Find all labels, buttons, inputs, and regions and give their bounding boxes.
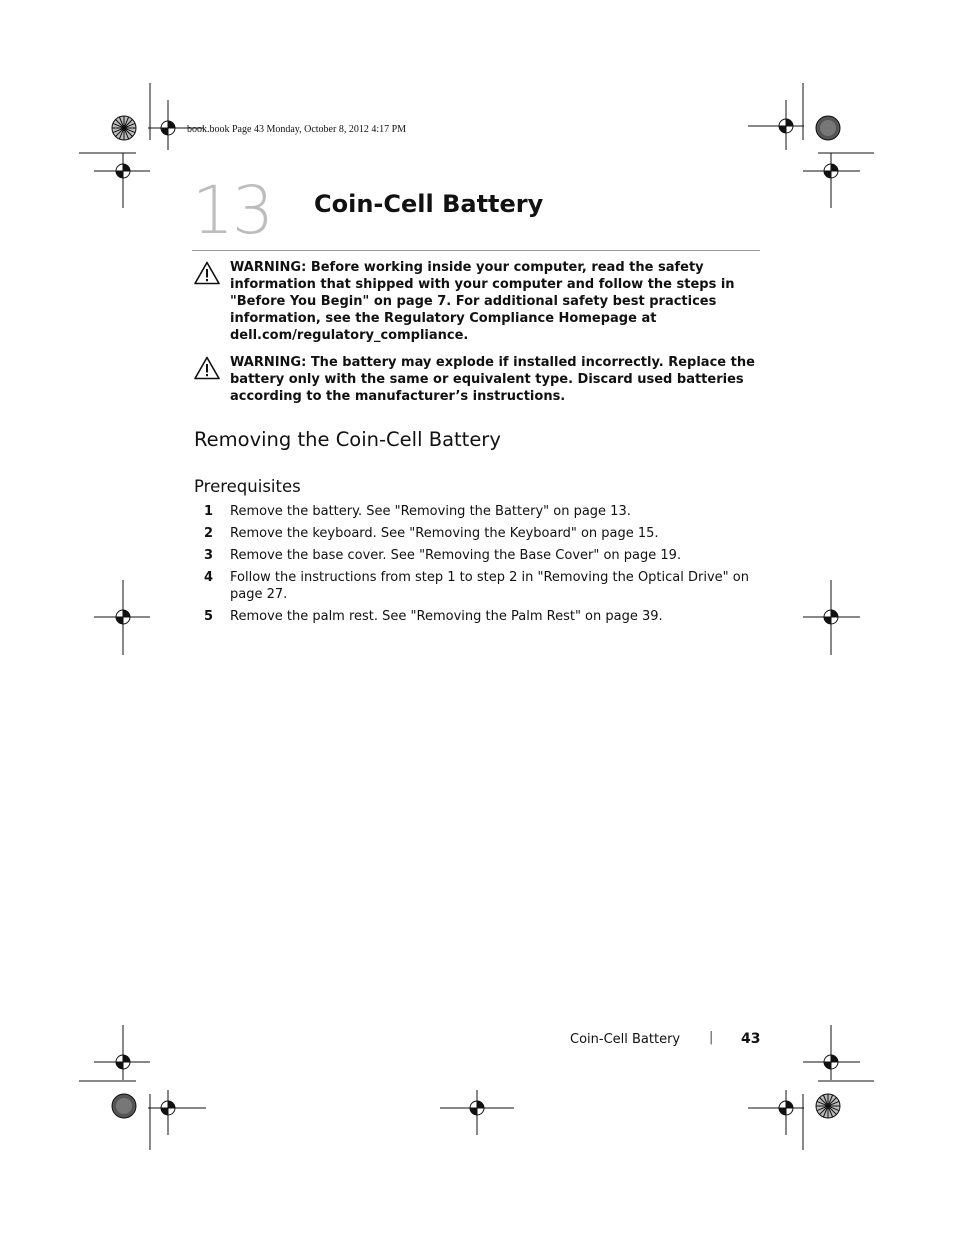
step-number: 2 [204,526,214,541]
step-text: Remove the base cover. See "Removing the Base Cover" on page 19. [230,548,682,563]
step-number: 5 [204,609,214,624]
registration-mark [464,1095,490,1121]
subsection-heading: Prerequisites [194,477,301,496]
registration-mark [110,604,136,630]
registration-mark [110,158,136,184]
registration-mark [818,1049,844,1075]
step-text: Remove the keyboard. See "Removing the Keyboard" on page 15. [230,526,659,541]
registration-mark [155,1095,181,1121]
registration-mark [155,115,181,141]
step-text: Remove the battery. See "Removing the Battery" on page 13. [230,504,631,519]
registration-mark [818,158,844,184]
chapter-number: 13 [192,172,272,249]
registration-mark [773,113,799,139]
registration-mark [110,1049,136,1075]
title-divider [192,250,760,251]
print-slug: book.book Page 43 Monday, October 8, 2012 4:17 PM [187,124,407,135]
step-number: 3 [204,548,214,563]
warning-text: WARNING: The battery may explode if installed incorrectly. Replace the battery only with the same or equivalent type. Discard used batteries according to the manufacturer’s instructions. [230,355,755,404]
warning-callout [194,354,760,408]
step-number: 4 [204,570,214,585]
step-number: 1 [204,504,214,519]
warning-triangle-icon [194,356,220,380]
star-target-icon [112,116,136,140]
chapter-title: Coin-Cell Battery [314,190,544,218]
warning-triangle-icon [194,261,220,285]
page-number: 43 [741,1031,761,1047]
registration-mark [773,1095,799,1121]
dot-target-icon [816,116,840,140]
footer-separator: | [709,1030,714,1045]
star-target-icon [816,1094,840,1118]
step-text: Follow the instructions from step 1 to step 2 in "Removing the Optical Drive" on page 27. [230,570,749,602]
step-text: Remove the palm rest. See "Removing the Palm Rest" on page 39. [230,609,663,624]
registration-mark [818,604,844,630]
section-heading: Removing the Coin-Cell Battery [194,428,501,451]
warning-callout [194,259,760,347]
footer-chapter-label: Coin-Cell Battery [570,1032,681,1047]
dot-target-icon [112,1094,136,1118]
warning-text: WARNING: Before working inside your computer, read the safety information that shipped with your computer and follow the steps in "Before You Begin" on page 7. For additional safety best practices information, see the Regulatory Compliance Homepage at dell.com/regulatory_compliance. [230,260,735,343]
